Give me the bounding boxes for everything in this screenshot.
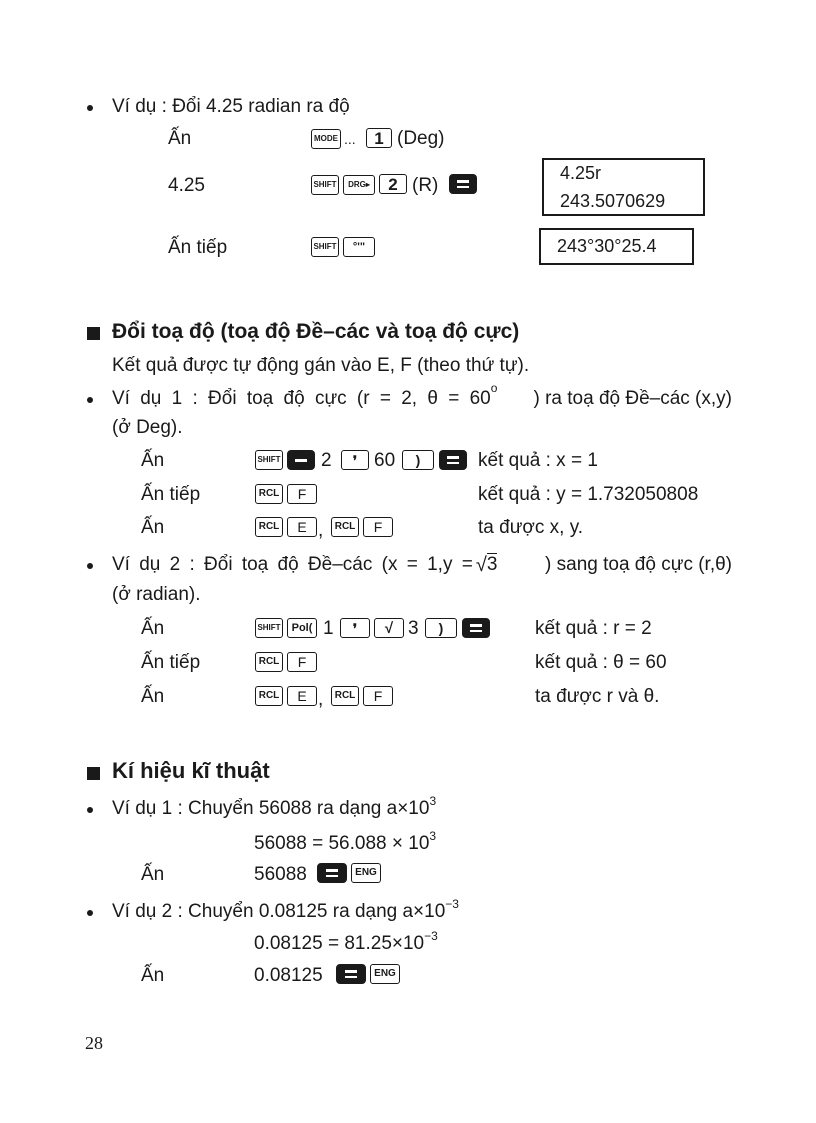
rcl-key[interactable]: RCL [255, 484, 283, 504]
exponent: 3 [429, 794, 437, 808]
bullet [87, 105, 93, 111]
example-line: (ở Deg). [112, 417, 183, 438]
right-paren-key[interactable]: ) [402, 450, 434, 470]
result-text: kết quả : θ = 60 [535, 652, 667, 673]
exponent: −3 [424, 929, 438, 943]
result-text: kết quả : r = 2 [535, 618, 652, 639]
shift-key[interactable]: SHIFT [311, 175, 339, 195]
rcl-key[interactable]: RCL [255, 517, 283, 537]
rcl-key[interactable]: RCL [331, 517, 359, 537]
display-line: 4.25r [560, 163, 602, 183]
right-paren-key[interactable]: ) [425, 618, 457, 638]
result-text: kết quả : y = 1.732050808 [478, 484, 699, 505]
press-label: Ấn [141, 450, 165, 471]
page-number: 28 [85, 1033, 103, 1053]
r-text: (R) [412, 175, 439, 196]
section-note: Kết quả được tự động gán vào E, F (theo thứ tự). [112, 355, 530, 376]
value-label: 4.25 [168, 175, 205, 196]
equation [254, 829, 437, 855]
comma-key[interactable]: ❜ [341, 450, 369, 470]
example-text: ) ra toạ độ Đề–các (x,y) [533, 388, 732, 409]
example-line [112, 381, 732, 410]
sqrt-symbol: √ [475, 554, 487, 576]
equals-icon [457, 180, 469, 188]
section-marker [87, 327, 100, 340]
shift-key[interactable]: SHIFT [311, 237, 339, 257]
calculator-display [539, 228, 694, 265]
eng-key[interactable]: ENG [370, 964, 400, 984]
display-line: 243.5070629 [560, 191, 666, 211]
digit-2: 2 [321, 450, 332, 471]
example-title [112, 794, 437, 820]
deg-text: (Deg) [397, 128, 445, 149]
pol-key[interactable]: Pol( [287, 618, 317, 638]
e-key[interactable]: E [287, 686, 317, 706]
result-text: ta được x, y. [478, 517, 584, 538]
press-label: Ấn [141, 965, 165, 986]
equals-icon [470, 624, 482, 632]
result-text: ta được r và θ. [535, 686, 660, 707]
equals-key[interactable] [317, 863, 347, 883]
section-heading: Kí hiệu kĩ thuật [112, 758, 270, 783]
f-key[interactable]: F [363, 517, 393, 537]
press-label: Ấn [141, 618, 165, 639]
example-text: ) sang toạ độ cực (r,θ) [545, 553, 732, 575]
equals-icon [345, 970, 357, 978]
press-next-label: Ấn tiếp [168, 237, 228, 258]
rcl-key[interactable]: RCL [331, 686, 359, 706]
key-1[interactable]: 1 [366, 128, 392, 148]
f-key[interactable]: F [287, 484, 317, 504]
sqrt-radicand: 3 [486, 554, 498, 575]
press-label: Ấn [141, 864, 165, 885]
example-text: Ví dụ 2 : Đổi toạ độ Đề–các (x = 1,y = [112, 553, 473, 575]
result-text: kết quả : x = 1 [478, 450, 598, 471]
press-next-label: Ấn tiếp [141, 652, 201, 673]
press-value: 0.08125 [254, 965, 323, 986]
shift-key[interactable]: SHIFT [255, 450, 283, 470]
bullet [87, 397, 93, 403]
comma: , [318, 520, 324, 541]
dots: ... [344, 131, 356, 147]
bullet [87, 563, 93, 569]
minus-icon [295, 459, 307, 462]
rcl-key[interactable]: RCL [255, 652, 283, 672]
press-value: 56088 [254, 864, 307, 885]
e-key[interactable]: E [287, 517, 317, 537]
exponent: −3 [445, 897, 459, 911]
rcl-key[interactable]: RCL [255, 686, 283, 706]
exponent: 3 [429, 829, 437, 843]
equation-text: 0.08125 = 81.25×10 [254, 933, 425, 954]
example-line [112, 553, 732, 576]
comma: , [318, 689, 324, 710]
equals-key[interactable] [462, 618, 490, 638]
example-text: Ví dụ 1 : Đổi toạ độ cực (r = 2, θ = 60 [112, 388, 491, 409]
f-key[interactable]: F [287, 652, 317, 672]
equation-text: 56088 = 56.088 × 10 [254, 833, 430, 854]
digit-3: 3 [408, 618, 419, 639]
section-heading: Đổi toạ độ (toạ độ Đề–các và toạ độ cực) [112, 320, 520, 343]
example-text: Ví dụ 1 : Chuyển 56088 ra dạng a×10 [112, 798, 430, 819]
minus-key[interactable] [287, 450, 315, 470]
press-label: Ấn [141, 686, 165, 707]
sqrt-expression [476, 553, 498, 576]
example-text: Ví dụ 2 : Chuyển 0.08125 ra dạng a×10 [112, 901, 446, 922]
equals-key[interactable] [336, 964, 366, 984]
equation [254, 929, 438, 955]
bullet [87, 807, 93, 813]
press-label: Ấn [141, 517, 165, 538]
sqrt-key[interactable]: √ [374, 618, 404, 638]
example-title: Ví dụ : Đổi 4.25 radian ra độ [112, 96, 350, 117]
example-title [112, 897, 459, 923]
section-marker [87, 767, 100, 780]
calculator-display [542, 158, 705, 216]
drg-key[interactable]: DRG▸ [343, 175, 375, 195]
press-label: Ấn [168, 128, 192, 149]
press-next-label: Ấn tiếp [141, 484, 201, 505]
degree-minute-second-key[interactable]: °'" [343, 237, 375, 257]
display-line: 243°30°25.4 [557, 236, 657, 256]
example-line: (ở radian). [112, 584, 201, 605]
mode-key[interactable]: MODE [311, 129, 341, 149]
bullet [87, 910, 93, 916]
equals-icon [447, 456, 459, 464]
f-key[interactable]: F [363, 686, 393, 706]
equals-key[interactable] [449, 174, 477, 194]
digit-60: 60 [374, 450, 396, 471]
eng-key[interactable]: ENG [351, 863, 381, 883]
degree-superscript: o [490, 381, 498, 395]
shift-key[interactable]: SHIFT [255, 618, 283, 638]
equals-key[interactable] [439, 450, 467, 470]
comma-key[interactable]: ❜ [340, 618, 370, 638]
digit-1: 1 [323, 618, 334, 639]
equals-icon [326, 869, 338, 877]
key-2[interactable]: 2 [379, 174, 407, 194]
